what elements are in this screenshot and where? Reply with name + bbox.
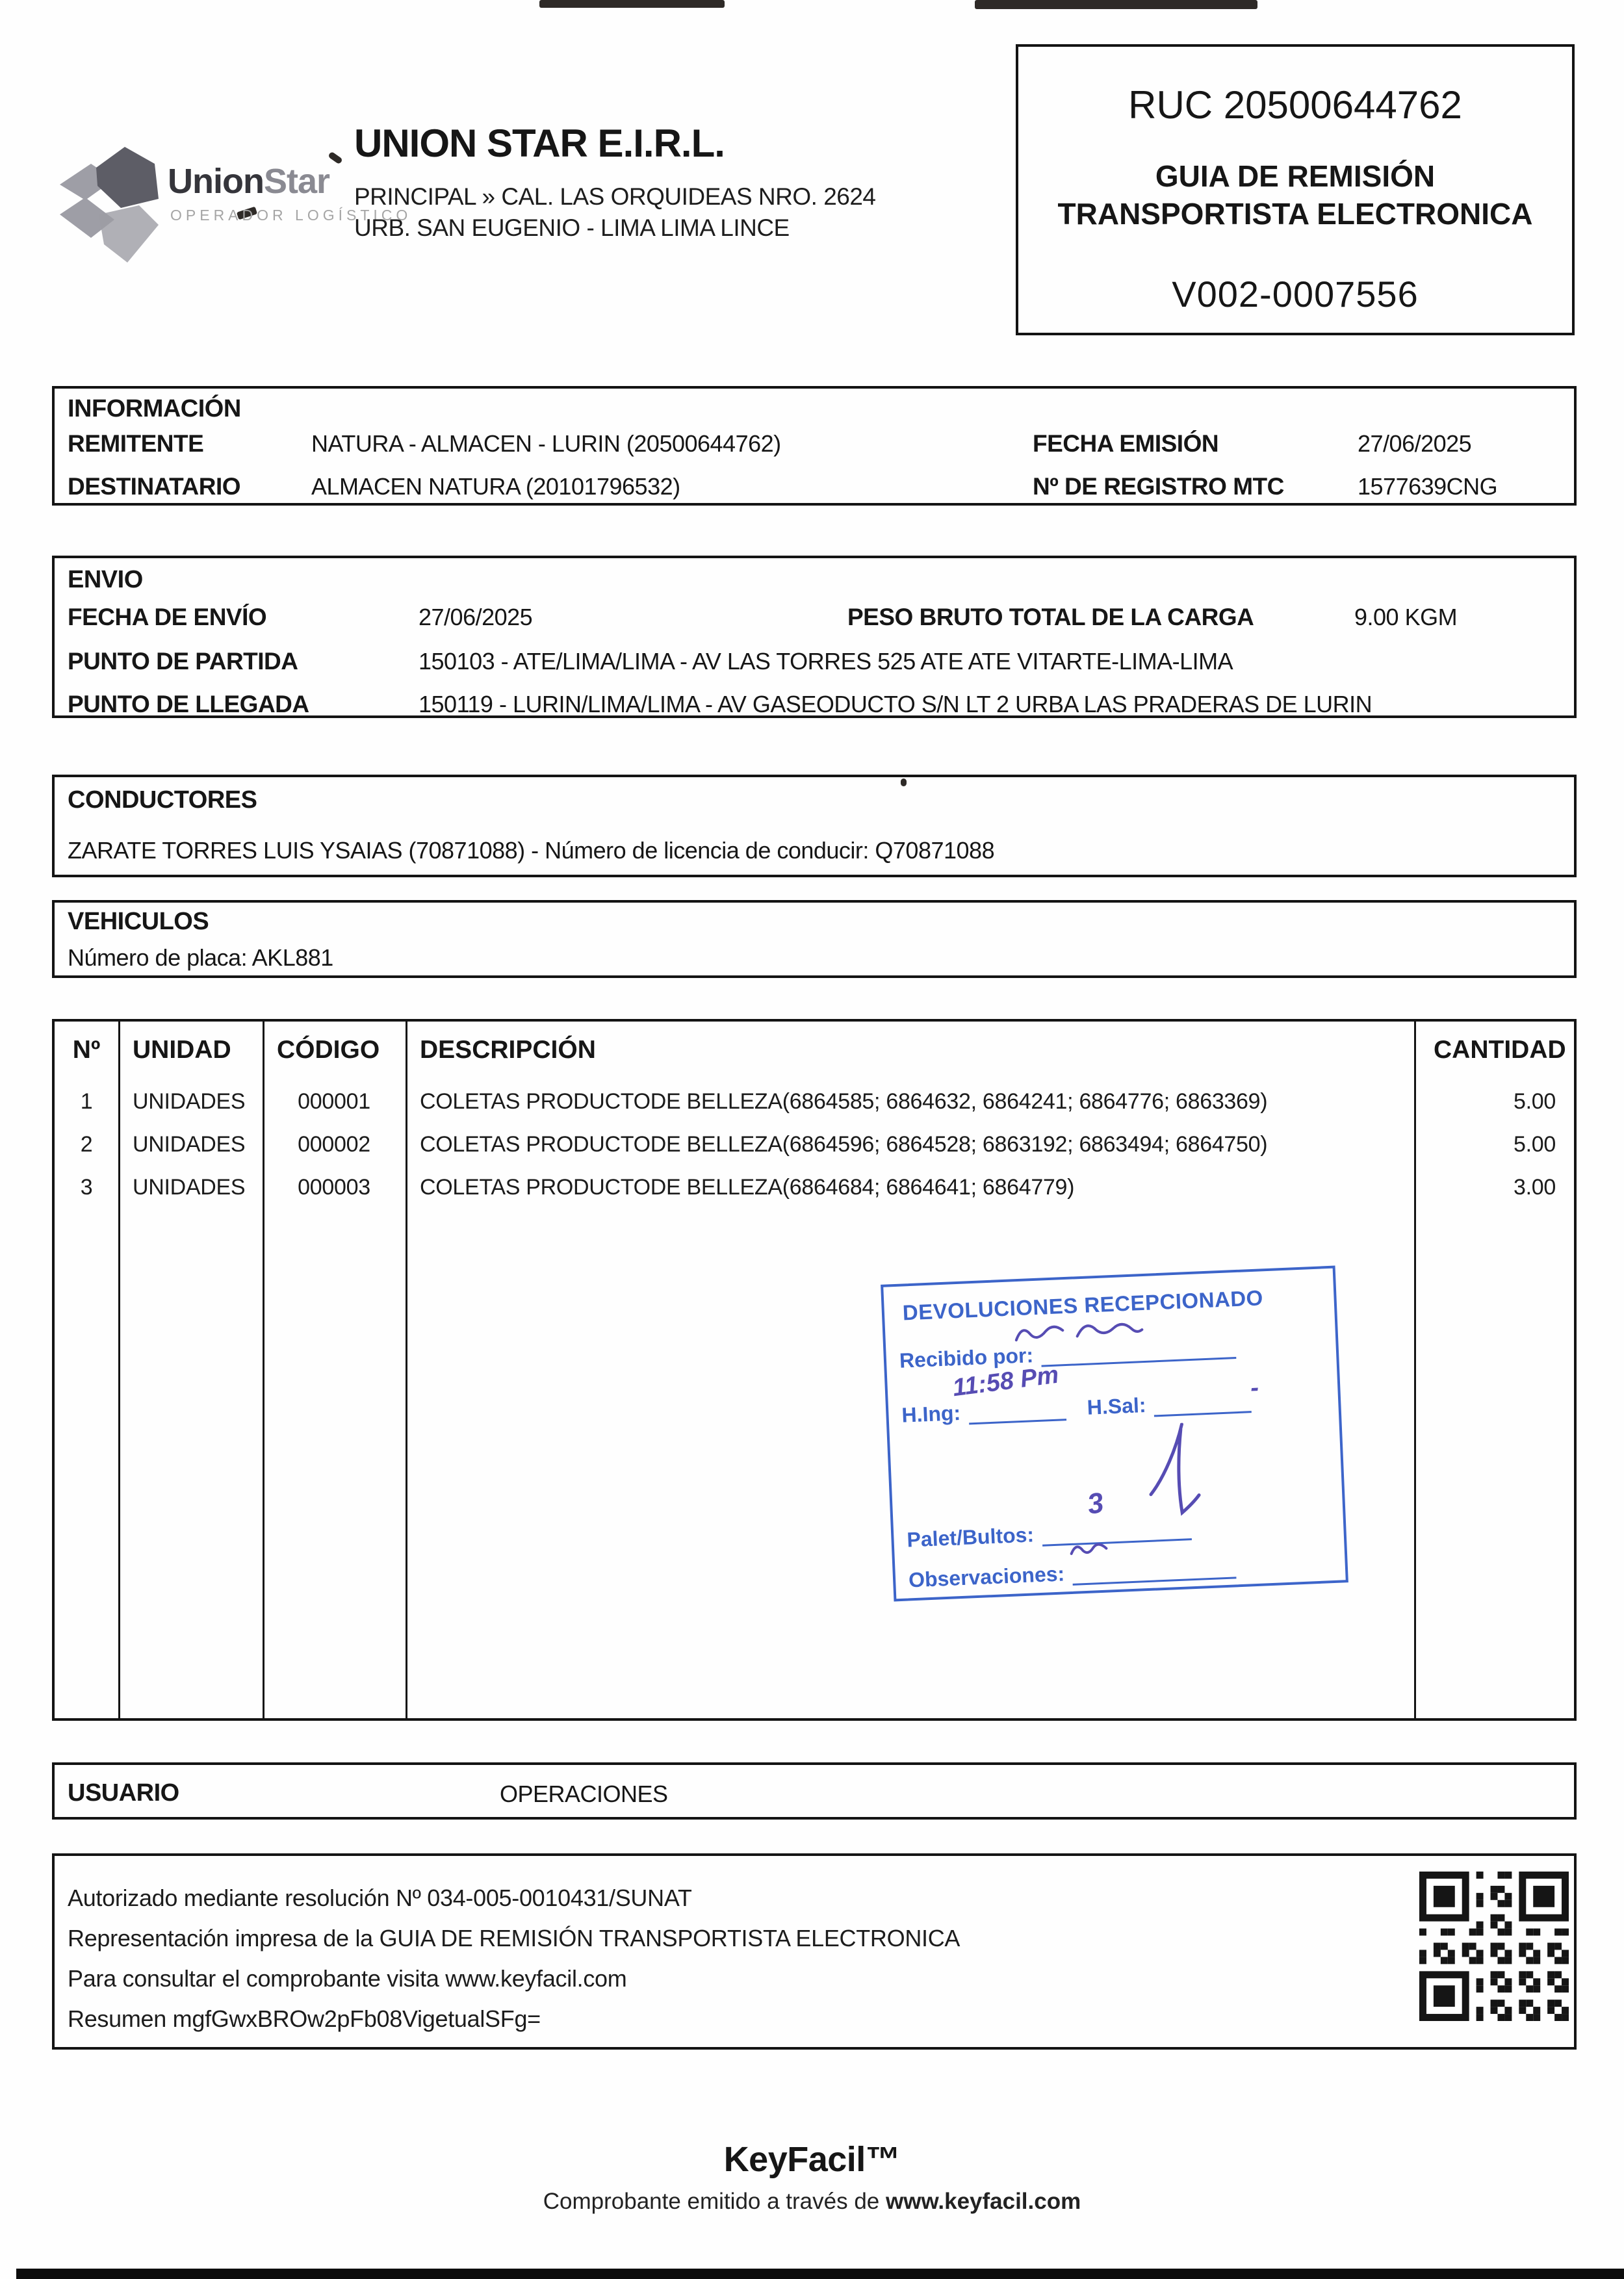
cell-unidad: UNIDADES xyxy=(133,1089,246,1114)
cell-num: 1 xyxy=(80,1089,93,1114)
table-row xyxy=(55,1132,1574,1157)
auth-consulta-line: Para consultar el comprobante visita www.keyfacil.com xyxy=(68,1965,627,1992)
destinatario-value: ALMACEN NATURA (20101796532) xyxy=(311,473,680,500)
fecha-envio-value: 27/06/2025 xyxy=(419,604,533,630)
check-handwriting xyxy=(1141,1422,1207,1522)
cell-codigo: 000001 xyxy=(298,1089,370,1114)
scan-artifact-bottom-bar xyxy=(16,2269,1624,2279)
cell-unidad: UNIDADES xyxy=(133,1132,246,1157)
remitente-value: NATURA - ALMACEN - LURIN (20500644762) xyxy=(311,430,781,457)
destinatario-label: DESTINATARIO xyxy=(68,473,241,500)
items-table xyxy=(52,1019,1577,1721)
keyfacil-brand: KeyFacil™ xyxy=(723,2140,901,2179)
remitente-label: REMITENTE xyxy=(68,430,204,457)
informacion-section xyxy=(52,386,1577,506)
punto-llegada-value: 150119 - LURIN/LIMA/LIMA - AV GASEODUCTO S/N LT 2 URBA LAS PRADERAS DE LURIN xyxy=(419,691,1373,717)
auth-representacion-line: Representación impresa de la GUIA DE REMISIÓN TRANSPORTISTA ELECTRONICA xyxy=(68,1925,960,1951)
logo-tagline: OPERADOR LOGÍSTICO xyxy=(170,207,412,224)
peso-bruto-label: PESO BRUTO TOTAL DE LA CARGA xyxy=(847,604,1254,630)
h-ing-handwriting: 11:58 Pm xyxy=(951,1361,1061,1402)
fecha-emision-label: FECHA EMISIÓN xyxy=(1033,430,1219,457)
palet-bultos-line xyxy=(1041,1519,1191,1547)
scan-artifact xyxy=(328,151,343,165)
h-ing-line xyxy=(968,1399,1066,1424)
observaciones-handwriting xyxy=(1068,1536,1111,1559)
header-cantidad: CANTIDAD xyxy=(1434,1036,1566,1064)
registro-mtc-label: Nº DE REGISTRO MTC xyxy=(1033,473,1284,500)
h-sal-handwriting: - xyxy=(1250,1374,1259,1402)
cell-codigo: 000002 xyxy=(298,1132,370,1157)
fecha-envio-label: FECHA DE ENVÍO xyxy=(68,604,267,630)
cell-descripcion: COLETAS PRODUCTODE BELLEZA(6864585; 6864632, 6864241; 6864776; 6863369) xyxy=(420,1089,1268,1114)
cell-num: 2 xyxy=(80,1132,93,1157)
header-unidad: UNIDAD xyxy=(133,1036,231,1064)
logo-wordmark xyxy=(168,161,329,201)
h-ing-label: H.Ing: xyxy=(901,1400,961,1427)
cell-cantidad: 3.00 xyxy=(1514,1175,1556,1200)
cell-unidad: UNIDADES xyxy=(133,1175,246,1200)
cell-cantidad: 5.00 xyxy=(1514,1089,1556,1114)
logo-word-star: Star xyxy=(263,162,330,201)
footer-tagline-url: www.keyfacil.com xyxy=(886,2189,1081,2214)
palet-handwriting: 3 xyxy=(1085,1486,1106,1521)
cell-codigo: 000003 xyxy=(298,1175,370,1200)
logo-word-union: Union xyxy=(168,162,264,201)
table-column-divider xyxy=(1414,1022,1416,1718)
table-column-divider xyxy=(118,1022,120,1718)
doc-type-line1: GUIA DE REMISIÓN xyxy=(1155,159,1436,193)
auth-resolucion-line: Autorizado mediante resolución Nº 034-005-0010431/SUNAT xyxy=(68,1885,692,1911)
vehiculo-placa: Número de placa: AKL881 xyxy=(68,944,333,971)
informacion-title: INFORMACIÓN xyxy=(68,395,241,422)
doc-type-line2: TRANSPORTISTA ELECTRONICA xyxy=(1057,197,1533,231)
devoluciones-stamp xyxy=(881,1266,1348,1602)
company-address-line1: PRINCIPAL » CAL. LAS ORQUIDEAS NRO. 2624 xyxy=(354,183,876,210)
observaciones-label: Observaciones: xyxy=(908,1562,1065,1592)
scan-artifact xyxy=(975,0,1257,9)
table-row xyxy=(55,1089,1574,1114)
envio-section xyxy=(52,556,1577,718)
usuario-label: USUARIO xyxy=(68,1779,179,1807)
table-column-divider xyxy=(263,1022,264,1718)
header-codigo: CÓDIGO xyxy=(277,1036,380,1064)
scan-artifact xyxy=(539,0,725,8)
registro-mtc-value: 1577639CNG xyxy=(1358,473,1498,500)
punto-llegada-label: PUNTO DE LLEGADA xyxy=(68,691,309,717)
conductores-title: CONDUCTORES xyxy=(68,786,257,814)
document-id-box xyxy=(1016,44,1575,335)
conductor-detail: ZARATE TORRES LUIS YSAIAS (70871088) - Número de licencia de conducir: Q70871088 xyxy=(68,837,995,864)
company-address-line2: URB. SAN EUGENIO - LIMA LIMA LINCE xyxy=(354,214,790,241)
doc-number: V002-0007556 xyxy=(1172,274,1419,315)
auth-resumen-line: Resumen mgfGwxBROw2pFb08VigetualSFg= xyxy=(68,2005,541,2032)
qr-code-icon xyxy=(1419,1872,1569,2024)
cell-descripcion: COLETAS PRODUCTODE BELLEZA(6864596; 6864528; 6863192; 6863494; 6864750) xyxy=(420,1132,1268,1157)
stamp-title: DEVOLUCIONES RECEPCIONADO xyxy=(902,1285,1264,1325)
recibido-por-label: Recibido por: xyxy=(899,1343,1034,1372)
punto-partida-label: PUNTO DE PARTIDA xyxy=(68,648,298,675)
table-row xyxy=(55,1175,1574,1200)
usuario-section xyxy=(52,1762,1577,1820)
ruc-number: RUC 20500644762 xyxy=(1128,83,1462,127)
cell-num: 3 xyxy=(80,1175,93,1200)
unionstar-logo-icon xyxy=(57,144,166,277)
footer-tagline xyxy=(0,2189,1624,2215)
fecha-emision-value: 27/06/2025 xyxy=(1358,430,1472,457)
palet-bultos-label: Palet/Bultos: xyxy=(906,1523,1035,1552)
company-name: UNION STAR E.I.R.L. xyxy=(354,122,725,165)
peso-bruto-value: 9.00 KGM xyxy=(1354,604,1458,630)
conductores-section xyxy=(52,775,1577,877)
cell-cantidad: 5.00 xyxy=(1514,1132,1556,1157)
usuario-value: OPERACIONES xyxy=(500,1781,668,1807)
cell-descripcion: COLETAS PRODUCTODE BELLEZA(6864684; 6864641; 6864779) xyxy=(420,1175,1075,1200)
table-column-divider xyxy=(406,1022,407,1718)
authorization-section xyxy=(52,1853,1577,2050)
footer-tagline-text: Comprobante emitido a través de xyxy=(543,2189,886,2214)
h-sal-line xyxy=(1154,1391,1252,1417)
table-header-row xyxy=(55,1036,1574,1064)
vehiculos-title: VEHICULOS xyxy=(68,908,209,935)
header-num: Nº xyxy=(72,1036,101,1064)
observaciones-line xyxy=(1072,1557,1236,1586)
h-sal-label: H.Sal: xyxy=(1087,1393,1147,1419)
envio-title: ENVIO xyxy=(68,566,143,593)
punto-partida-value: 150103 - ATE/LIMA/LIMA - AV LAS TORRES 525 ATE ATE VITARTE-LIMA-LIMA xyxy=(419,648,1233,675)
header-descripcion: DESCRIPCIÓN xyxy=(420,1036,596,1064)
vehiculos-section xyxy=(52,900,1577,978)
